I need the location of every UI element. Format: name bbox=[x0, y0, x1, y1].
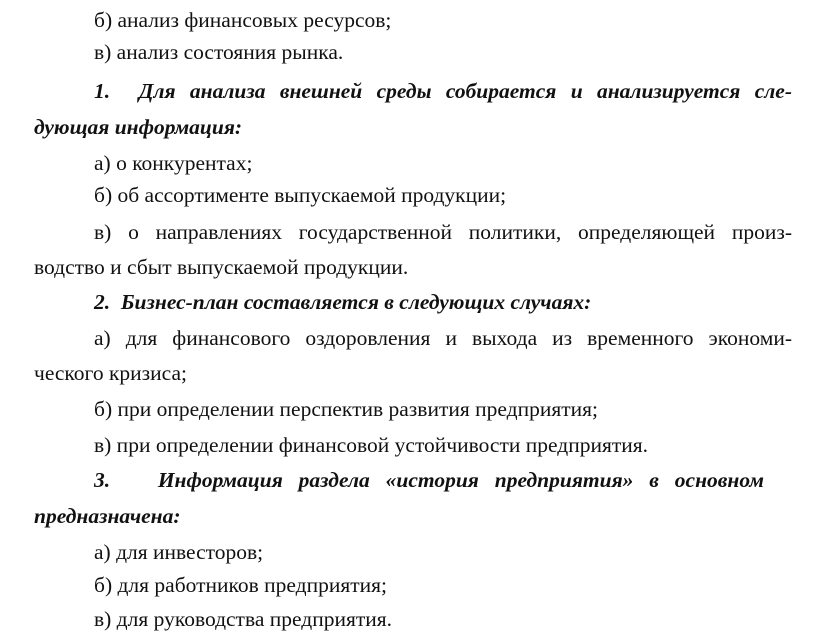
option-line-cont: ческого кризиса; bbox=[34, 361, 187, 385]
option-line: в) анализ состояния рынка. bbox=[94, 40, 344, 64]
option-line-cont: водство и сбыт выпускаемой продукции. bbox=[34, 255, 409, 279]
question-3-text-cont: предназначена: bbox=[34, 504, 181, 528]
option-line: а) для финансового оздоровления и выхода из временного экономи- bbox=[94, 326, 792, 350]
option-line: в) при определении финансовой устойчивости предприятия. bbox=[94, 433, 649, 457]
option-line: а) для инвесторов; bbox=[94, 540, 264, 564]
option-line: в) для руководства предприятия. bbox=[94, 607, 393, 631]
option-line: б) для работников предприятия; bbox=[94, 573, 388, 597]
option-line: а) о конкурентах; bbox=[94, 151, 253, 175]
question-2-text: 2. Бизнес-план составляется в следующих случаях: bbox=[94, 290, 592, 314]
option-line: б) анализ финансовых ресурсов; bbox=[94, 8, 392, 32]
question-3-text: 3. Информация раздела «история предприятия» в основном bbox=[94, 468, 764, 492]
option-line: б) при определении перспектив развития предприятия; bbox=[94, 397, 598, 421]
option-line: в) о направлениях государственной политики, определяющей произ- bbox=[94, 220, 792, 244]
question-1-text: 1. Для анализа внешней среды собирается и анализируется сле- bbox=[94, 79, 792, 103]
option-line: б) об ассортименте выпускаемой продукции; bbox=[94, 183, 507, 207]
question-1-text-cont: дующая информация: bbox=[34, 115, 243, 139]
